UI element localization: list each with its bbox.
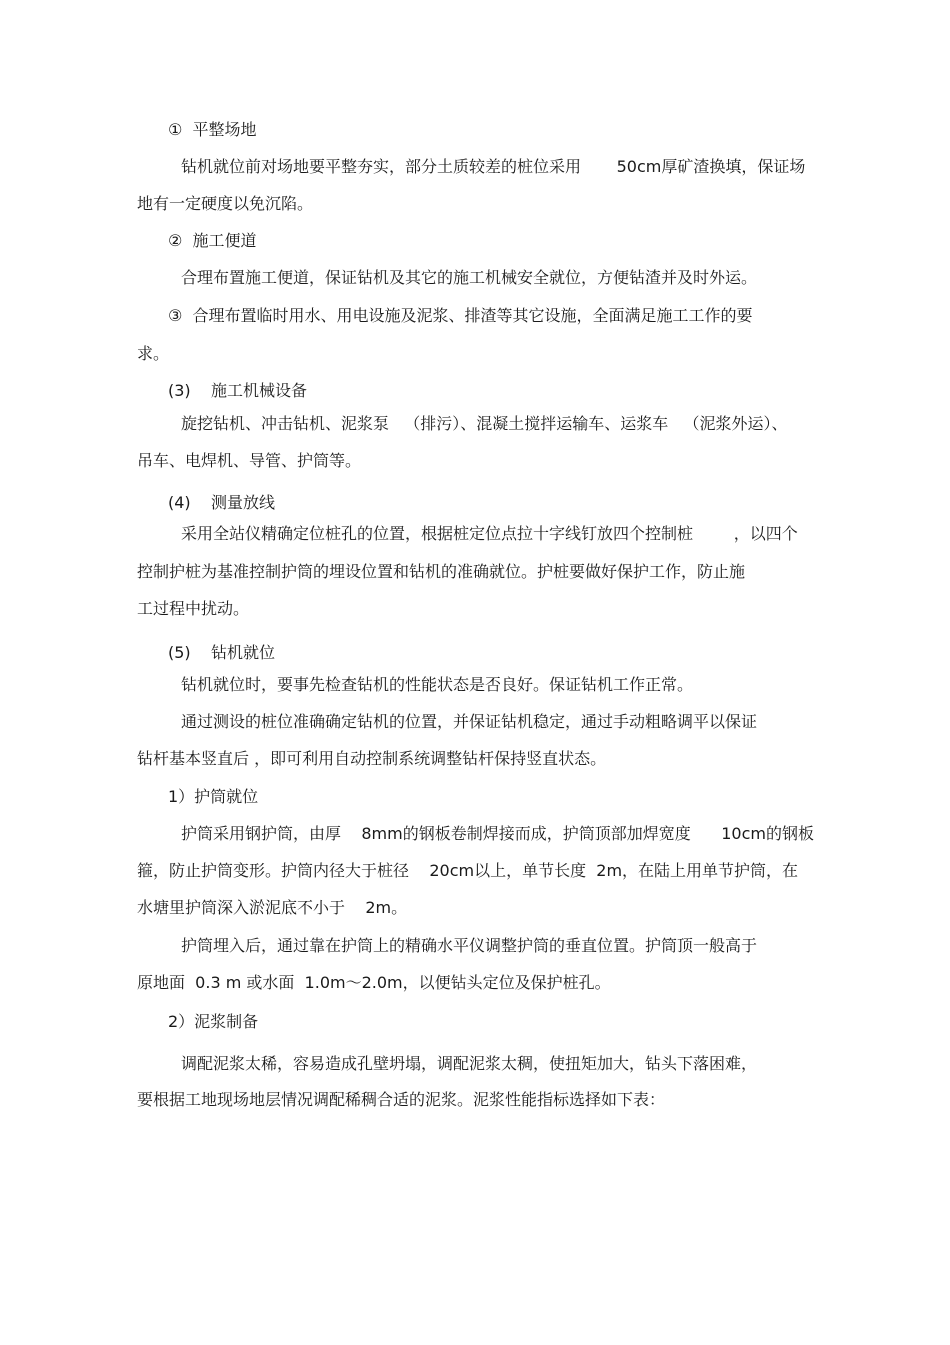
paragraph-text: 要根据工地现场地层情况调配稀稠合适的泥浆。泥浆性能指标选择如下表： [137,1090,666,1109]
paragraph-text: 通过测设的桩位准确确定钻机的位置，并保证钻机稳定，通过手动粗略调平以保证 [181,712,758,731]
paragraph-text: 求。 [137,344,170,363]
paragraph-text: 钻机就位前对场地要平整夯实，部分土质较差的桩位采用 50cm厚矿渣换填，保证场 [181,157,806,176]
paragraph-text: 吊车、电焊机、导管、护筒等。 [137,451,362,470]
paragraph-text: 水塘里护筒深入淤泥底不小于 2m。 [137,898,408,917]
paragraph-text: 调配泥浆太稀，容易造成孔壁坍塌，调配泥浆太稠，使扭矩加大，钻头下落困难， [181,1054,758,1073]
paragraph-text: 箍，防止护筒变形。护筒内径大于桩径 20cm以上，单节长度 2m，在陆上用单节护筒，在 [137,861,799,880]
paragraph-text: 采用全站仪精确定位桩孔的位置，根据桩定位点拉十字线钉放四个控制桩 ，以四个 [181,524,798,543]
paragraph-text: ③ 合理布置临时用水、用电设施及泥浆、排渣等其它设施，全面满足施工工作的要 [168,306,753,325]
heading-access-road: ② 施工便道 [168,231,257,250]
heading-survey: (4) 测量放线 [168,493,276,512]
paragraph-text: 地有一定硬度以免沉陷。 [137,194,314,213]
paragraph-text: 控制护桩为基准控制护筒的埋设位置和钻机的准确就位。护桩要做好保护工作，防止施 [137,562,746,581]
paragraph-text: 旋挖钻机、冲击钻机、泥浆泵 （排污）、混凝土搅拌运输车、运浆车 （泥浆外运）、 [181,414,788,433]
paragraph-text: 钻机就位时，要事先检查钻机的性能状态是否良好。保证钻机工作正常。 [181,675,694,694]
heading-casing: 1）护筒就位 [168,787,259,806]
paragraph-text: 护筒采用钢护筒，由厚 8mm的钢板卷制焊接而成，护筒顶部加焊宽度 10cm的钢板 [181,824,814,843]
heading-slurry: 2）泥浆制备 [168,1012,259,1031]
heading-equipment: (3) 施工机械设备 [168,381,308,400]
paragraph-text: 原地面 0.3 m 或水面 1.0m～2.0m，以便钻头定位及保护桩孔。 [137,973,611,992]
heading-drill-position: (5) 钻机就位 [168,643,276,662]
paragraph-text: 工过程中扰动。 [137,599,250,618]
paragraph-text: 合理布置施工便道，保证钻机及其它的施工机械安全就位，方便钻渣并及时外运。 [181,268,758,287]
paragraph-text: 钻杆基本竖直后 ，即可利用自动控制系统调整钻杆保持竖直状态。 [137,749,607,768]
paragraph-text: 护筒埋入后，通过靠在护筒上的精确水平仪调整护筒的垂直位置。护筒顶一般高于 [181,936,758,955]
heading-level-site: ① 平整场地 [168,120,257,139]
